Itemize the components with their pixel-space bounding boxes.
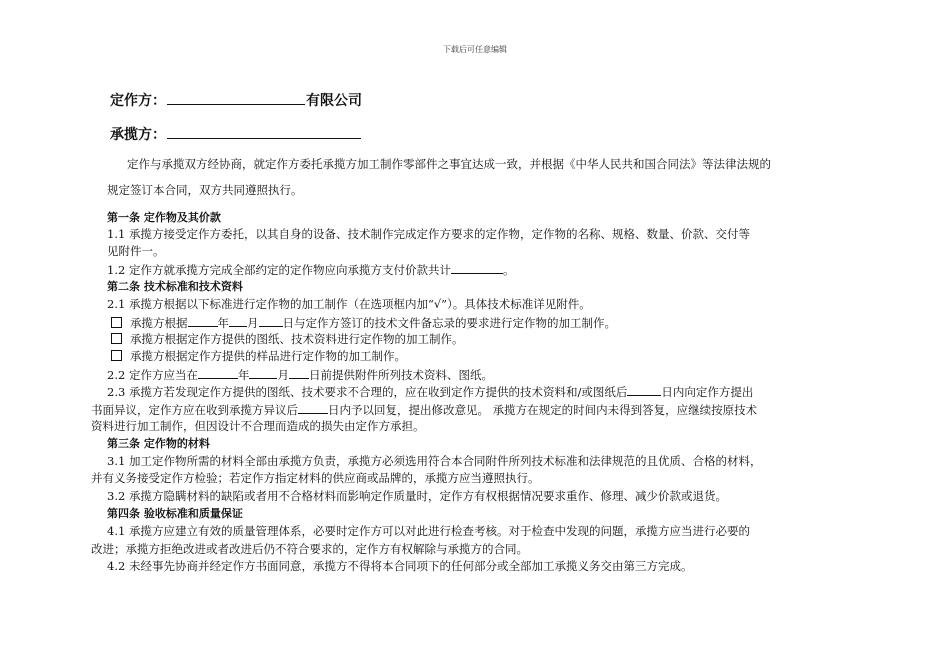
- orderer-name-blank: [167, 90, 305, 105]
- option-1-text-d: 日与定作方签订的技术文件备忘录的要求进行定作物的加工制作。: [282, 316, 616, 330]
- clause-1-2-end: 。: [502, 263, 515, 277]
- section-1-title: 第一条 定作物及其价款: [107, 211, 221, 224]
- option-1-month: 月: [247, 316, 259, 330]
- section-4-title: 第四条 验收标准和质量保证: [107, 507, 243, 520]
- option-1-checkbox[interactable]: [111, 317, 122, 328]
- clause-2-2-month-blank: [249, 367, 277, 379]
- clause-1-2: [107, 262, 514, 277]
- clause-2-3-text-a1: 2.3 承揽方若发现定作方提供的图纸、技术要求不合理的，应在收到定作方提供的技术资料和/或图纸后: [107, 385, 628, 399]
- option-1-year: 年: [217, 316, 229, 330]
- clause-2-2: [107, 367, 493, 382]
- contractor-label: 承揽方：: [110, 127, 166, 143]
- contractor-name-blank: [167, 124, 361, 139]
- option-3-text: 承揽方根据定作方提供的样品进行定作物的加工制作。: [130, 349, 406, 363]
- clause-2-2-year-blank: [198, 367, 238, 379]
- clause-4-1-line-2: 改进；承揽方拒绝改进或者改进后仍不符合要求的，定作方有权解除与承揽方的合同。: [91, 542, 528, 556]
- clause-1-2-text: 1.2 定作方就承揽方完成全部约定的定作物应向承揽方支付价款共计: [107, 263, 451, 277]
- option-1-text-a: 承揽方根据: [130, 316, 188, 330]
- clause-1-1-line-2: 见附件一。: [107, 244, 165, 258]
- header-note: 下载后可任意编辑: [443, 45, 507, 54]
- option-3-checkbox[interactable]: [111, 350, 122, 361]
- option-2[interactable]: [111, 332, 464, 346]
- option-3[interactable]: [111, 349, 406, 363]
- option-1-month-blank: [229, 315, 247, 327]
- clause-2-3-line-3: 资料进行加工制作，但因设计不合理而造成的损失由定作方承担。: [91, 419, 425, 433]
- intro-line-1: 定作与承揽双方经协商，就定作方委托承揽方加工制作零部件之事宜达成一致，并根据《中华人民共和国合同法》等法律法规的: [127, 157, 771, 171]
- clause-2-2-year: 年: [237, 368, 250, 382]
- clause-2-2-day-blank: [289, 367, 309, 379]
- orderer-suffix: 有限公司: [306, 93, 362, 109]
- clause-1-1-line-1: 1.1 承揽方接受定作方委托，以其自身的设备、技术制作完成定作方要求的定作物，定作物的名称、规格、数量、价款、交付等: [107, 227, 750, 241]
- clause-2-3-text-a2: 日内向定作方提出: [661, 385, 754, 399]
- clause-2-2-text-a: 2.2 定作方应当在: [107, 368, 198, 382]
- clause-3-2: 3.2 承揽方隐瞒材料的缺陷或者用不合格材料而影响定作质量时，定作方有权根据情况要求重作、修理、减少价款或退货。: [107, 489, 727, 503]
- option-2-checkbox[interactable]: [111, 333, 122, 344]
- clause-2-3-text-b2: 日内予以回复，提出修改意见。 承揽方在规定的时间内未得到答复，应继续按原技术: [328, 403, 758, 417]
- clause-3-1-line-1: 3.1 加工定作物所需的材料全部由承揽方负责，承揽方必须选用符合本合同附件所列技术标准和法律规范的且优质、合格的材料，: [107, 454, 762, 468]
- section-2-title: 第二条 技术标准和技术资料: [107, 280, 243, 293]
- price-blank: [451, 262, 503, 274]
- orderer-line: [110, 90, 362, 110]
- intro-line-2: 规定签订本合同，双方共同遵照执行。: [107, 183, 303, 197]
- clause-2-2-month: 月: [277, 368, 289, 382]
- clause-2-3-text-b1: 书面异议，定作方应在收到承揽方异议后: [91, 403, 298, 417]
- option-2-text: 承揽方根据定作方提供的图纸、技术资料进行定作物的加工制作。: [130, 332, 464, 346]
- contractor-line: [110, 124, 362, 144]
- clause-3-1-line-2: 并有义务接受定作方检验；若定作方指定材料的供应商或品牌的，承揽方应当遵照执行。: [91, 471, 540, 485]
- clause-2-1: 2.1 承揽方根据以下标准进行定作物的加工制作（在选项框内加“√”）。具体技术标准详见附件。: [107, 297, 591, 311]
- clause-2-3-days-blank-1: [627, 384, 661, 396]
- clause-2-2-text-d: 日前提供附件所列技术资料、图纸。: [308, 368, 493, 382]
- clause-2-3-line-1: [107, 384, 753, 399]
- clause-2-3-line-2: [91, 402, 757, 417]
- clause-2-3-days-blank-2: [298, 402, 328, 414]
- option-1[interactable]: [111, 315, 616, 330]
- clause-4-2: 4.2 未经事先协商并经定作方书面同意，承揽方不得将本合同项下的任何部分或全部加工承揽义务交由第三方完成。: [107, 559, 693, 573]
- clause-4-1-line-1: 4.1 承揽方应建立有效的质量管理体系，必要时定作方可以对此进行检查考核。对于检查中发现的问题，承揽方应当进行必要的: [107, 524, 750, 538]
- orderer-label: 定作方：: [110, 93, 166, 109]
- option-1-day-blank: [259, 315, 283, 327]
- option-1-year-blank: [188, 315, 218, 327]
- section-3-title: 第三条 定作物的材料: [107, 437, 210, 450]
